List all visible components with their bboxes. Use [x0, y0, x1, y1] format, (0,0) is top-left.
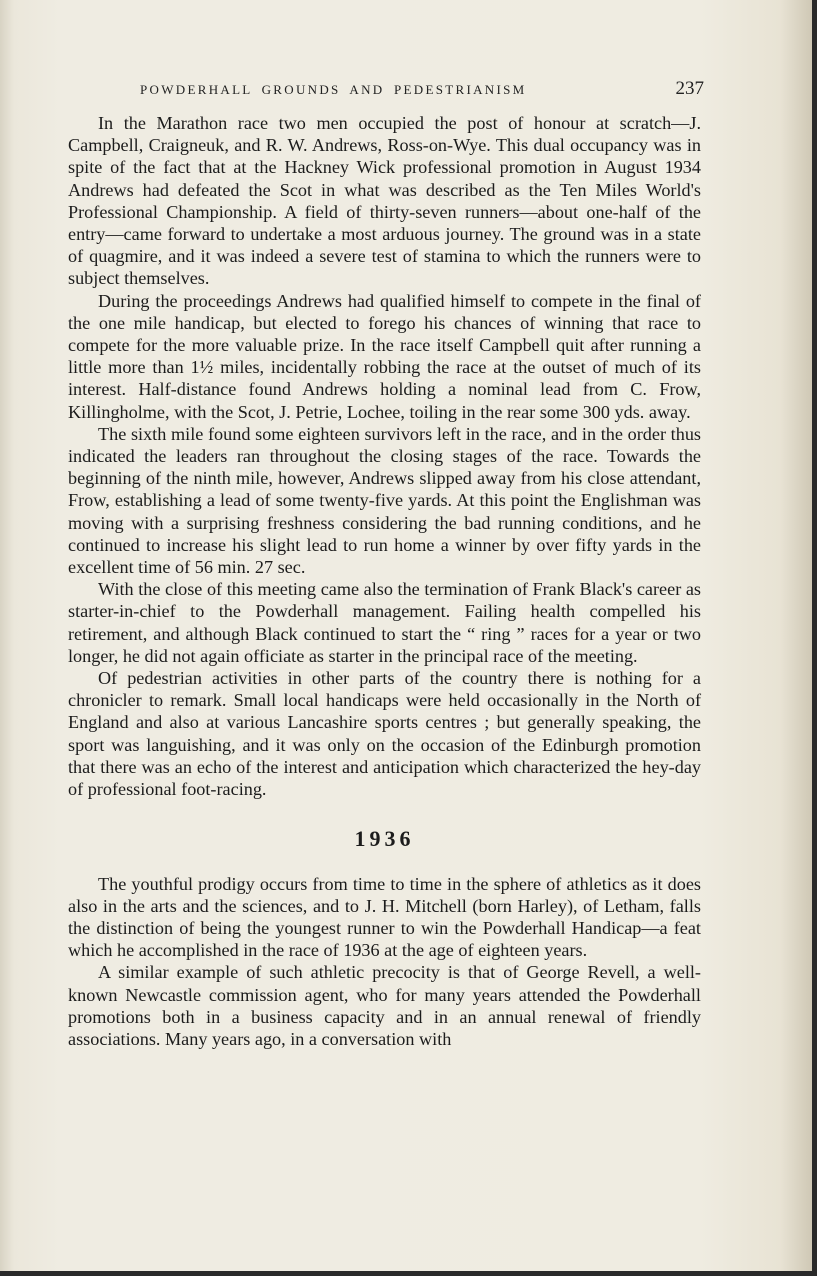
paragraph: During the proceedings Andrews had qualified himself to compete in the final of the one mile handicap, but elected to forego his chances of winning that race to compete for the more valuable prize. In the race itself Campbell quit after running a little more than 1½ miles, incidentally robbing the race at the outset of much of its interest. Half-distance found Andrews holding a nominal lead from C. Frow, Killingholme, with the Scot, J. Petrie, Lochee, toiling in the rear some 300 yds. away.	[68, 290, 701, 422]
page-number: 237	[675, 78, 704, 99]
body-text	[68, 112, 701, 1050]
page-header	[140, 78, 704, 102]
paragraph: With the close of this meeting came also the termination of Frank Black's career as starter-in-chief to the Powderhall management. Failing health compelled his retirement, and although Black continued to start the “ ring ” races for a year or two longer, he did not again officiate as starter in the principal race of the meeting.	[68, 579, 701, 666]
paragraph: The youthful prodigy occurs from time to time in the sphere of athletics as it does also in the arts and the sciences, and to J. H. Mitchell (born Harley), of Letham, falls the distinction of being the youngest runner to win the Powderhall Handicap—a feat which he accomplished in the race of 1936 at the age of eighteen years.	[68, 873, 701, 961]
paragraph: In the Marathon race two men occupied the post of honour at scratch—J. Campbell, Craigneuk, and R. W. Andrews, Ross-on-Wye. This dual occupancy was in spite of the fact that at the Hackney Wick professional promotion in August 1934 Andrews had defeated the Scot in what was described as the Ten Miles World's Professional Championship. A field of thirty-seven runners—about one-half of the entry—came forward to undertake a most arduous journey. The ground was in a state of quagmire, and it was indeed a severe test of stamina to which the runners were to subject themselves.	[68, 113, 701, 289]
paragraph: The sixth mile found some eighteen survivors left in the race, and in the order thus indicated the leaders ran throughout the closing stages of the race. Towards the beginning of the ninth mile, however, Andrews slipped away from his close attendant, Frow, establishing a lead of some twenty-five yards. At this point the Englishman was moving with a surprising freshness considering the bad running conditions, and he continued to increase his slight lead to run home a winner by over fifty yards in the excellent time of 56 min. 27 sec.	[68, 423, 701, 578]
section-heading: 1936	[354, 826, 415, 852]
running-head: POWDERHALL GROUNDS AND PEDESTRIANISM	[140, 82, 527, 97]
paragraph: A similar example of such athletic precocity is that of George Revell, a well-known Newcastle commission agent, who for many years attended the Powderhall promotions both in a business capacity and in an annual renewal of friendly associations. Many years ago, in a conversation with	[68, 962, 701, 1049]
paragraph: Of pedestrian activities in other parts of the country there is nothing for a chronicler to remark. Small local handicaps were held occasionally in the North of England and also at various Lancashire sports centres ; but generally speaking, the sport was languishing, and it was only on the occasion of the Edinburgh promotion that there was an echo of the interest and anticipation which characterized the hey-day of professional foot-racing.	[68, 668, 701, 800]
